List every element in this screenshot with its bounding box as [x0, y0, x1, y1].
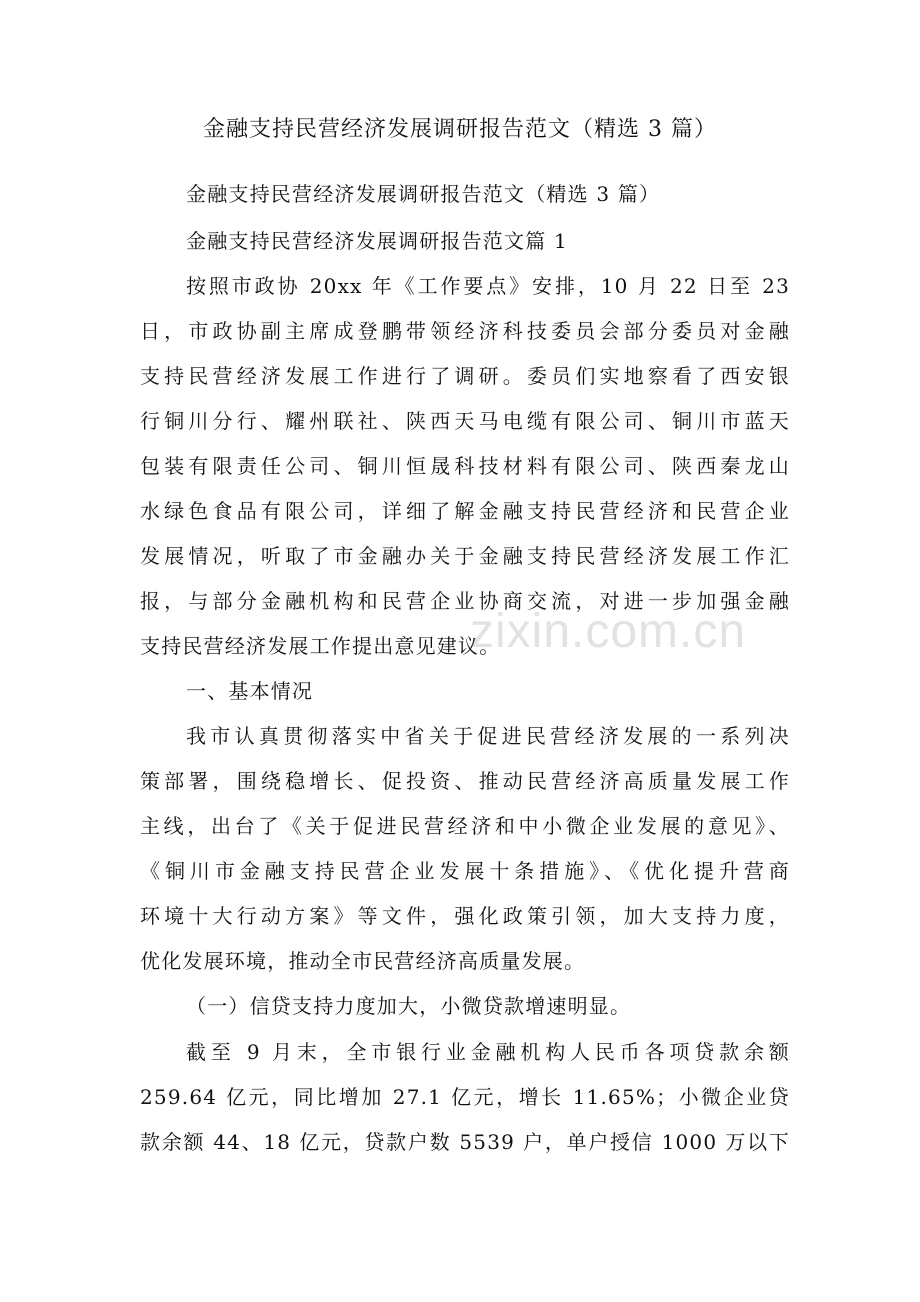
paragraph-line: 金融支持民营经济发展调研报告范文（精选 3 篇）	[186, 182, 661, 206]
paragraph-line: 包装有限责任公司、铜川恒晟科技材料有限公司、陕西秦龙山	[140, 454, 790, 478]
paragraph-line: 按照市政协 20xx 年《工作要点》安排，10 月 22 日至 23	[186, 274, 790, 298]
paragraph-line: 发展情况，听取了市金融办关于金融支持民营经济发展工作汇	[140, 544, 790, 568]
paragraph-line: 环境十大行动方案》等文件，强化政策引领，加大支持力度，	[140, 904, 790, 928]
paragraph-line: 我市认真贯彻落实中省关于促进民营经济发展的一系列决	[186, 724, 790, 748]
section-heading: 一、基本情况	[186, 679, 314, 703]
paragraph-line: 优化发展环境，推动全市民营经济高质量发展。	[140, 949, 586, 973]
document-title: 金融支持民营经济发展调研报告范文（精选 3 篇）	[203, 117, 717, 142]
paragraph-line: 截至 9 月末，全市银行业金融机构人民币各项贷款余额	[186, 1040, 790, 1064]
paragraph-line: 行铜川分行、耀州联社、陕西天马电缆有限公司、铜川市蓝天	[140, 409, 790, 433]
paragraph-line: 报，与部分金融机构和民营企业协商交流，对进一步加强金融	[140, 589, 790, 613]
paragraph-line: 日，市政协副主席成登鹏带领经济科技委员会部分委员对金融	[140, 319, 790, 343]
paragraph-line: 策部署，围绕稳增长、促投资、推动民营经济高质量发展工作	[140, 769, 790, 793]
paragraph-line: 支持民营经济发展工作进行了调研。委员们实地察看了西安银	[140, 364, 790, 388]
watermark: zixin.com.cn	[470, 605, 747, 658]
paragraph-line: 款余额 44、18 亿元，贷款户数 5539 户，单户授信 1000 万以下	[140, 1130, 790, 1154]
paragraph-line: 水绿色食品有限公司，详细了解金融支持民营经济和民营企业	[140, 499, 790, 523]
paragraph-line: 《铜川市金融支持民营企业发展十条措施》、《优化提升营商	[140, 859, 790, 883]
paragraph-line: 支持民营经济发展工作提出意见建议。	[140, 634, 501, 658]
paragraph-line: 主线，出台了《关于促进民营经济和中小微企业发展的意见》、	[140, 814, 790, 838]
paragraph-line: 259.64 亿元，同比增加 27.1 亿元，增长 11.65%；小微企业贷	[140, 1085, 790, 1109]
subsection-heading: （一）信贷支持力度加大，小微贷款增速明显。	[186, 994, 632, 1018]
section-heading: 金融支持民营经济发展调研报告范文篇 1	[186, 229, 568, 253]
